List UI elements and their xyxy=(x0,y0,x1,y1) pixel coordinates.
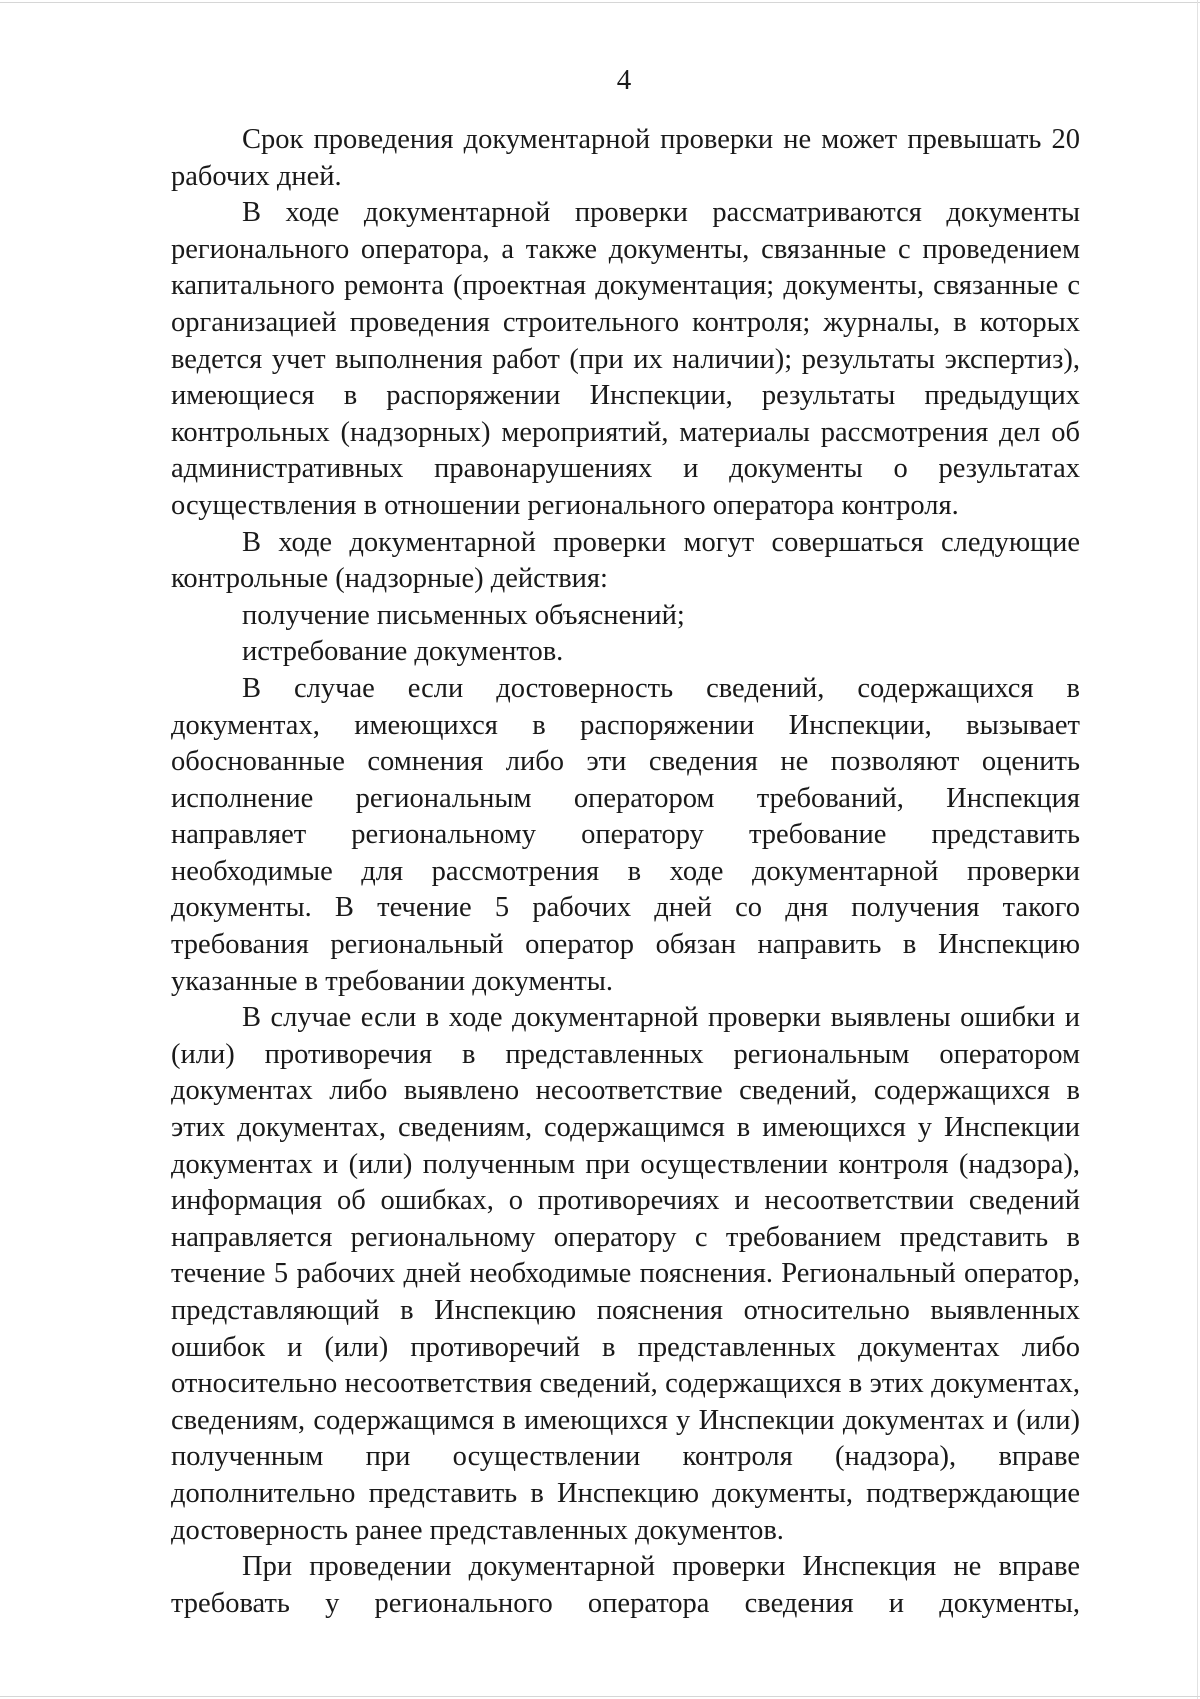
scan-edge-top xyxy=(0,2,1200,3)
paragraph-reviewed-documents: В ходе документарной проверки рассматриваются документы регионального оператора, а также документы, связанные с проведением капитального ремонта (проектная документация; документы, связанные с организацией проведения строительного контроля; журналы, в которых ведется учет выполнения работ (при их наличии); результаты экспертиз), имеющиеся в распоряжении Инспекции, результаты предыдущих контрольных (надзорных) мероприятий, материалы рассмотрения дел об административных правонарушениях и документы о результатах осуществления в отношении регионального оператора контроля. xyxy=(171,197,1080,521)
scan-edge-right xyxy=(1197,0,1198,1699)
page-number: 4 xyxy=(616,64,632,96)
paragraph-review-term: Срок проведения документарной проверки не может превышать 20 рабочих дней. xyxy=(171,124,1080,192)
paragraph-document-requirement: В случае если достоверность сведений, содержащихся в документах, имеющихся в распоряжении Инспекции, вызывает обоснованные сомнения либо эти сведения не позволяют оценить исполнение региональным оператором требований, Инспекция направляет региональному оператору требование представить необходимые для рассмотрения в ходе документарной проверки документы. В течение 5 рабочих дней со дня получения такого требования региональный оператор обязан направить в Инспекцию указанные в требовании документы. xyxy=(171,672,1080,997)
scan-edge-bottom xyxy=(0,1696,1200,1697)
paragraph-errors-contradictions: В случае если в ходе документарной проверки выявлены ошибки и (или) противоречия в представленных региональным оператором документах либо выявлено несоответствие сведений, содержащихся в этих документах, сведениям, содержащимся в имеющихся у Инспекции документах и (или) полученным при осуществлении контроля (надзора), информация об ошибках, о противоречиях и несоответствии сведений направляется региональному оператору с требованием представить в течение 5 рабочих дней необходимые пояснения. Региональный оператор, представляющий в Инспекцию пояснения относительно выявленных ошибок и (или) противоречий в представленных документах либо относительно несоответствия сведений, содержащихся в этих документах, сведениям, содержащимся в имеющихся у Инспекции документах и (или) полученным при осуществлении контроля (надзора), вправе дополнительно представить в Инспекцию документы, подтверждающие достоверность ранее представленных документов. xyxy=(171,1002,1080,1546)
list-item-document-request: истребование документов. xyxy=(242,636,564,668)
paragraph-inspection-restrictions: При проведении документарной проверки Инспекция не вправе требовать у регионального оператора сведения и документы, xyxy=(171,1551,1080,1619)
paragraph-control-actions: В ходе документарной проверки могут совершаться следующие контрольные (надзорные) действия: xyxy=(171,526,1080,595)
list-item-written-explanations: получение письменных объяснений; xyxy=(242,599,685,631)
document-body xyxy=(171,122,1080,1622)
